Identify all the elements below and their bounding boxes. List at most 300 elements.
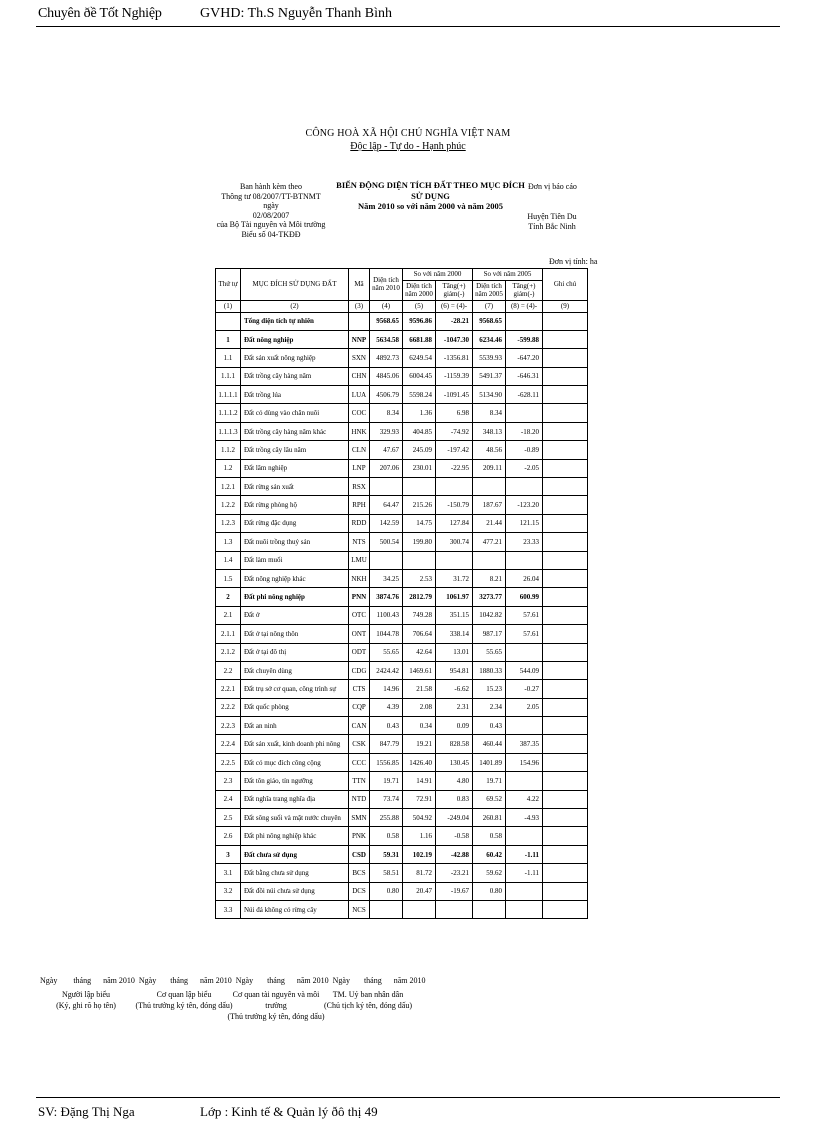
land-use-name: Đất lâm nghiệp	[241, 459, 349, 477]
land-use-code: CAN	[349, 717, 370, 735]
report-title-line1: BIẾN ĐỘNG DIỆN TÍCH ĐẤT THEO MỤC ĐÍCH SỬ DỤNG	[336, 180, 525, 201]
area-2000: 102.19	[403, 845, 436, 863]
change-vs-2005: 26.04	[506, 569, 543, 587]
note-cell	[543, 422, 588, 440]
land-use-code: CCC	[349, 753, 370, 771]
row-number: 2.2.2	[216, 698, 241, 716]
land-use-code: NKH	[349, 569, 370, 587]
row-number: 1.4	[216, 551, 241, 569]
row-number: 2.2.5	[216, 753, 241, 771]
area-2010: 4845.06	[370, 367, 403, 385]
index-cell: (6) = (4)-	[436, 300, 473, 312]
signature-title: Người lập biểu	[61, 990, 111, 999]
area-2005: 8.21	[473, 569, 506, 587]
row-number: 1.5	[216, 569, 241, 587]
table-row	[216, 625, 588, 643]
area-2000	[403, 901, 436, 919]
land-use-name: Đất ở tại nông thôn	[241, 625, 349, 643]
signature-area	[40, 976, 426, 1021]
table-row	[216, 772, 588, 790]
land-use-name: Đất sông suối và mặt nước chuyên	[241, 809, 349, 827]
area-2005	[473, 551, 506, 569]
change-vs-2000: 828.58	[436, 735, 473, 753]
signature-block-agency	[132, 989, 236, 1011]
index-cell: (1)	[216, 300, 241, 312]
table-row	[216, 312, 588, 330]
land-use-code: CSD	[349, 845, 370, 863]
area-2000: 215.26	[403, 496, 436, 514]
area-2010: 1100.43	[370, 606, 403, 624]
area-2010: 329.93	[370, 422, 403, 440]
area-2010: 14.96	[370, 680, 403, 698]
change-vs-2000: 1061.97	[436, 588, 473, 606]
index-cell: (8) = (4)-	[506, 300, 543, 312]
land-use-name: Tổng diện tích tự nhiên	[241, 312, 349, 330]
row-number: 1.1.1.2	[216, 404, 241, 422]
table-row	[216, 790, 588, 808]
change-vs-2000: 954.81	[436, 661, 473, 679]
table-row	[216, 514, 588, 532]
area-2005: 348.13	[473, 422, 506, 440]
area-2005	[473, 901, 506, 919]
area-2000: 81.72	[403, 864, 436, 882]
note-cell	[543, 496, 588, 514]
area-2005: 460.44	[473, 735, 506, 753]
change-vs-2000	[436, 478, 473, 496]
change-vs-2000: 0.09	[436, 717, 473, 735]
land-use-name: Đất nghĩa trang nghĩa địa	[241, 790, 349, 808]
land-use-code: SXN	[349, 349, 370, 367]
area-2005: 260.81	[473, 809, 506, 827]
area-2005: 5491.37	[473, 367, 506, 385]
row-number: 2.2.3	[216, 717, 241, 735]
area-2010: 3874.76	[370, 588, 403, 606]
issued-line: của Bộ Tài nguyên và Môi trường	[216, 220, 326, 229]
row-number: 3.3	[216, 901, 241, 919]
land-use-name: Đất trồng cây hàng năm	[241, 367, 349, 385]
row-number: 1.2.1	[216, 478, 241, 496]
change-vs-2000: 4.80	[436, 772, 473, 790]
change-vs-2005	[506, 551, 543, 569]
table-row	[216, 901, 588, 919]
land-use-code	[349, 312, 370, 330]
change-vs-2005: -123.20	[506, 496, 543, 514]
area-2000: 1.16	[403, 827, 436, 845]
change-vs-2005: -0.89	[506, 441, 543, 459]
row-number: 2.2.1	[216, 680, 241, 698]
note-cell	[543, 478, 588, 496]
row-number: 2.4	[216, 790, 241, 808]
change-vs-2000: -249.04	[436, 809, 473, 827]
change-vs-2000: 6.98	[436, 404, 473, 422]
area-2000	[403, 551, 436, 569]
land-use-name: Đất phi nông nghiệp	[241, 588, 349, 606]
note-cell	[543, 588, 588, 606]
area-2000: 1469.61	[403, 661, 436, 679]
issued-line: 02/08/2007	[252, 210, 290, 220]
land-use-name: Đất nuôi trồng thuỷ sản	[241, 533, 349, 551]
table-row	[216, 588, 588, 606]
note-cell	[543, 367, 588, 385]
area-2010: 0.58	[370, 827, 403, 845]
area-2005: 21.44	[473, 514, 506, 532]
change-vs-2005	[506, 901, 543, 919]
change-vs-2000: -1159.39	[436, 367, 473, 385]
land-use-name: Núi đá không có rừng cây	[241, 901, 349, 919]
area-2005: 2.34	[473, 698, 506, 716]
note-cell	[543, 772, 588, 790]
land-use-name: Đất sản xuất nông nghiệp	[241, 349, 349, 367]
land-use-name: Đất trồng cây lâu năm	[241, 441, 349, 459]
change-vs-2005	[506, 827, 543, 845]
area-2000: 2812.79	[403, 588, 436, 606]
area-2005: 9568.65	[473, 312, 506, 330]
area-2010: 1044.78	[370, 625, 403, 643]
area-2010	[370, 478, 403, 496]
issued-with-block	[215, 182, 327, 239]
note-cell	[543, 864, 588, 882]
land-use-name: Đất phi nông nghiệp khác	[241, 827, 349, 845]
table-row	[216, 809, 588, 827]
row-number: 1.1	[216, 349, 241, 367]
area-2010	[370, 551, 403, 569]
district-name: Huyện Tiên Du	[527, 212, 577, 221]
land-use-code: NTS	[349, 533, 370, 551]
row-number: 2.5	[216, 809, 241, 827]
area-2010: 64.47	[370, 496, 403, 514]
change-vs-2000: 338.14	[436, 625, 473, 643]
change-vs-2005: -647.20	[506, 349, 543, 367]
note-cell	[543, 514, 588, 532]
note-cell	[543, 790, 588, 808]
row-number: 2.2	[216, 661, 241, 679]
land-use-name: Đất quốc phòng	[241, 698, 349, 716]
report-title	[333, 180, 528, 212]
area-2005: 8.34	[473, 404, 506, 422]
land-use-code: HNK	[349, 422, 370, 440]
area-2000: 1.36	[403, 404, 436, 422]
area-2010: 34.25	[370, 569, 403, 587]
change-vs-2005	[506, 772, 543, 790]
land-use-name: Đất chuyên dùng	[241, 661, 349, 679]
area-2000: 199.80	[403, 533, 436, 551]
table-row	[216, 569, 588, 587]
col-header-area-2010: Diện tích năm 2010	[370, 269, 403, 301]
area-2010: 47.67	[370, 441, 403, 459]
note-cell	[543, 882, 588, 900]
land-use-name: Đất rừng đặc dụng	[241, 514, 349, 532]
land-use-code: RDD	[349, 514, 370, 532]
land-use-name: Đất rừng phòng hộ	[241, 496, 349, 514]
area-2005: 0.80	[473, 882, 506, 900]
change-vs-2000: 300.74	[436, 533, 473, 551]
change-vs-2000: -28.21	[436, 312, 473, 330]
change-vs-2000: -19.67	[436, 882, 473, 900]
land-use-name: Đất bằng chưa sử dụng	[241, 864, 349, 882]
table-row	[216, 845, 588, 863]
change-vs-2005: -2.05	[506, 459, 543, 477]
land-use-name: Đất cỏ dùng vào chăn nuôi	[241, 404, 349, 422]
signature-title: Cơ quan lập biểu	[156, 990, 212, 999]
table-row	[216, 864, 588, 882]
change-vs-2000: -6.62	[436, 680, 473, 698]
table-row	[216, 422, 588, 440]
table-row	[216, 478, 588, 496]
table-row	[216, 717, 588, 735]
table-row	[216, 827, 588, 845]
area-2005: 5539.93	[473, 349, 506, 367]
land-use-code: ONT	[349, 625, 370, 643]
area-2005: 5134.90	[473, 386, 506, 404]
national-motto	[0, 128, 816, 152]
col-header-area-2005: Diện tích năm 2005	[473, 280, 506, 300]
page-header-left: Chuyên ðề Tốt Nghiệp	[38, 6, 162, 21]
table-row	[216, 882, 588, 900]
issued-line: Thông tư 08/2007/TT-BTNMT ngày	[221, 191, 321, 210]
land-use-name: Đất đồi núi chưa sử dụng	[241, 882, 349, 900]
land-use-code: RPH	[349, 496, 370, 514]
change-vs-2005: -628.11	[506, 386, 543, 404]
area-2000: 5598.24	[403, 386, 436, 404]
signature-note: trường	[265, 1001, 287, 1010]
change-vs-2005: 600.99	[506, 588, 543, 606]
land-use-code: CTS	[349, 680, 370, 698]
page-footer-left: SV: Ðặng Thị Nga	[38, 1104, 135, 1119]
change-vs-2005: -599.88	[506, 330, 543, 348]
table-row	[216, 367, 588, 385]
area-2000: 2.08	[403, 698, 436, 716]
change-vs-2005: -18.20	[506, 422, 543, 440]
area-2010: 500.54	[370, 533, 403, 551]
change-vs-2005: -1.11	[506, 864, 543, 882]
index-cell: (2)	[241, 300, 349, 312]
note-cell	[543, 330, 588, 348]
land-use-code: NCS	[349, 901, 370, 919]
change-vs-2000: -74.92	[436, 422, 473, 440]
change-vs-2005: 4.22	[506, 790, 543, 808]
row-number: 3	[216, 845, 241, 863]
area-2005: 1880.33	[473, 661, 506, 679]
col-header-stt: Thứ tự	[216, 269, 241, 301]
index-cell: (9)	[543, 300, 588, 312]
change-vs-2005: 154.96	[506, 753, 543, 771]
land-use-name: Đất tôn giáo, tín ngưỡng	[241, 772, 349, 790]
land-use-code: SMN	[349, 809, 370, 827]
change-vs-2005: -1.11	[506, 845, 543, 863]
row-number: 2.3	[216, 772, 241, 790]
row-number: 1.3	[216, 533, 241, 551]
signature-block-preparer	[40, 989, 132, 1011]
note-cell	[543, 680, 588, 698]
land-use-code: CHN	[349, 367, 370, 385]
area-2000: 230.01	[403, 459, 436, 477]
table-row	[216, 735, 588, 753]
land-use-code: OTC	[349, 606, 370, 624]
row-number: 2.2.4	[216, 735, 241, 753]
area-2005: 59.62	[473, 864, 506, 882]
land-use-name: Đất trồng cây hàng năm khác	[241, 422, 349, 440]
table-row	[216, 386, 588, 404]
area-2000: 6681.88	[403, 330, 436, 348]
land-use-code: RSX	[349, 478, 370, 496]
change-vs-2005: -646.31	[506, 367, 543, 385]
reporting-unit-label: Đơn vị báo cáo	[528, 182, 577, 191]
row-number: 2	[216, 588, 241, 606]
area-2000: 706.64	[403, 625, 436, 643]
header-divider	[36, 26, 780, 27]
land-use-name: Đất có mục đích công cộng	[241, 753, 349, 771]
change-vs-2000: 0.83	[436, 790, 473, 808]
table-row	[216, 643, 588, 661]
signature-block-committee	[320, 989, 416, 1011]
note-cell	[543, 845, 588, 863]
change-vs-2000: -42.88	[436, 845, 473, 863]
land-use-code: ODT	[349, 643, 370, 661]
area-2010: 19.71	[370, 772, 403, 790]
note-cell	[543, 349, 588, 367]
change-vs-2005: 23.33	[506, 533, 543, 551]
row-number: 1.2.3	[216, 514, 241, 532]
area-2010: 8.34	[370, 404, 403, 422]
area-2005: 48.56	[473, 441, 506, 459]
land-use-code: LNP	[349, 459, 370, 477]
issued-line: Ban hành kèm theo	[240, 182, 302, 191]
signature-note: (Thủ trưởng ký tên, đóng dấu)	[135, 1001, 233, 1010]
area-2000: 42.64	[403, 643, 436, 661]
land-use-code: CLN	[349, 441, 370, 459]
area-2005: 0.58	[473, 827, 506, 845]
area-2005: 6234.46	[473, 330, 506, 348]
col-header-change-2000: Tăng(+) giảm(-)	[436, 280, 473, 300]
area-2000: 9596.86	[403, 312, 436, 330]
area-2005: 19.71	[473, 772, 506, 790]
note-cell	[543, 643, 588, 661]
note-cell	[543, 404, 588, 422]
change-vs-2005	[506, 882, 543, 900]
republic-name: CÔNG HOÀ XÃ HỘI CHỦ NGHĨA VIỆT NAM	[305, 128, 511, 139]
area-2000: 0.34	[403, 717, 436, 735]
area-2005: 209.11	[473, 459, 506, 477]
area-2010	[370, 901, 403, 919]
land-use-name: Đất trụ sở cơ quan, công trình sự	[241, 680, 349, 698]
table-row	[216, 349, 588, 367]
table-row	[216, 698, 588, 716]
change-vs-2005	[506, 643, 543, 661]
col-header-area-2000: Diện tích năm 2000	[403, 280, 436, 300]
col-header-code: Mã	[349, 269, 370, 301]
signature-note: (Thủ trưởng ký tên, đóng dấu)	[227, 1012, 325, 1021]
change-vs-2005: 387.35	[506, 735, 543, 753]
area-2010: 5634.58	[370, 330, 403, 348]
row-number: 1.1.1	[216, 367, 241, 385]
area-2010: 4.39	[370, 698, 403, 716]
area-2000: 6004.45	[403, 367, 436, 385]
col-header-purpose: MỤC ĐÍCH SỬ DỤNG ĐẤT	[241, 269, 349, 301]
table-row	[216, 441, 588, 459]
page-header-right: GVHD: Th.S Nguyễn Thanh Bình	[200, 6, 392, 21]
area-2005: 0.43	[473, 717, 506, 735]
land-use-code: LUA	[349, 386, 370, 404]
table-row	[216, 606, 588, 624]
change-vs-2005: 57.61	[506, 606, 543, 624]
row-number: 1.2	[216, 459, 241, 477]
footer-divider	[36, 1097, 780, 1098]
change-vs-2000: 127.84	[436, 514, 473, 532]
table-row	[216, 680, 588, 698]
note-cell	[543, 698, 588, 716]
area-2010: 142.59	[370, 514, 403, 532]
land-use-code: COC	[349, 404, 370, 422]
area-2010: 255.88	[370, 809, 403, 827]
area-2010: 2424.42	[370, 661, 403, 679]
table-row	[216, 753, 588, 771]
land-use-name: Đất nông nghiệp	[241, 330, 349, 348]
change-vs-2005: -0.27	[506, 680, 543, 698]
area-2010: 55.65	[370, 643, 403, 661]
index-cell: (3)	[349, 300, 370, 312]
change-vs-2005	[506, 404, 543, 422]
area-2005: 1042.82	[473, 606, 506, 624]
index-cell: (5)	[403, 300, 436, 312]
land-use-code: NTD	[349, 790, 370, 808]
note-cell	[543, 569, 588, 587]
signature-note: (Ký, ghi rõ họ tên)	[56, 1001, 116, 1010]
province-name: Tỉnh Bắc Ninh	[528, 221, 576, 231]
area-2005: 987.17	[473, 625, 506, 643]
change-vs-2000: -22.95	[436, 459, 473, 477]
area-2010: 9568.65	[370, 312, 403, 330]
land-use-name: Đất làm muối	[241, 551, 349, 569]
area-2005: 477.21	[473, 533, 506, 551]
change-vs-2005	[506, 717, 543, 735]
area-2000: 404.85	[403, 422, 436, 440]
area-2000: 20.47	[403, 882, 436, 900]
land-use-code: DCS	[349, 882, 370, 900]
area-2000: 19.21	[403, 735, 436, 753]
change-vs-2000: -1356.81	[436, 349, 473, 367]
note-cell	[543, 625, 588, 643]
area-2000: 504.92	[403, 809, 436, 827]
change-vs-2000	[436, 901, 473, 919]
land-use-code: LMU	[349, 551, 370, 569]
table-row	[216, 661, 588, 679]
land-use-table	[215, 268, 588, 919]
area-2005: 187.67	[473, 496, 506, 514]
area-2000: 14.91	[403, 772, 436, 790]
district-block	[522, 212, 582, 231]
change-vs-2005: -4.93	[506, 809, 543, 827]
note-cell	[543, 386, 588, 404]
area-2010: 207.06	[370, 459, 403, 477]
change-vs-2000	[436, 551, 473, 569]
area-2000	[403, 478, 436, 496]
change-vs-2000: -0.58	[436, 827, 473, 845]
column-index-row	[216, 300, 588, 312]
area-2010: 4506.79	[370, 386, 403, 404]
change-vs-2000: 351.15	[436, 606, 473, 624]
row-number: 2.6	[216, 827, 241, 845]
area-2000: 21.58	[403, 680, 436, 698]
change-vs-2000: 2.31	[436, 698, 473, 716]
change-vs-2005	[506, 478, 543, 496]
issued-line: Biểu số 04-TKĐĐ	[241, 229, 301, 239]
index-cell: (4)	[370, 300, 403, 312]
note-cell	[543, 533, 588, 551]
index-cell: (7)	[473, 300, 506, 312]
land-use-code: PNN	[349, 588, 370, 606]
land-use-name: Đất ở	[241, 606, 349, 624]
signature-block-environment	[224, 989, 328, 1022]
